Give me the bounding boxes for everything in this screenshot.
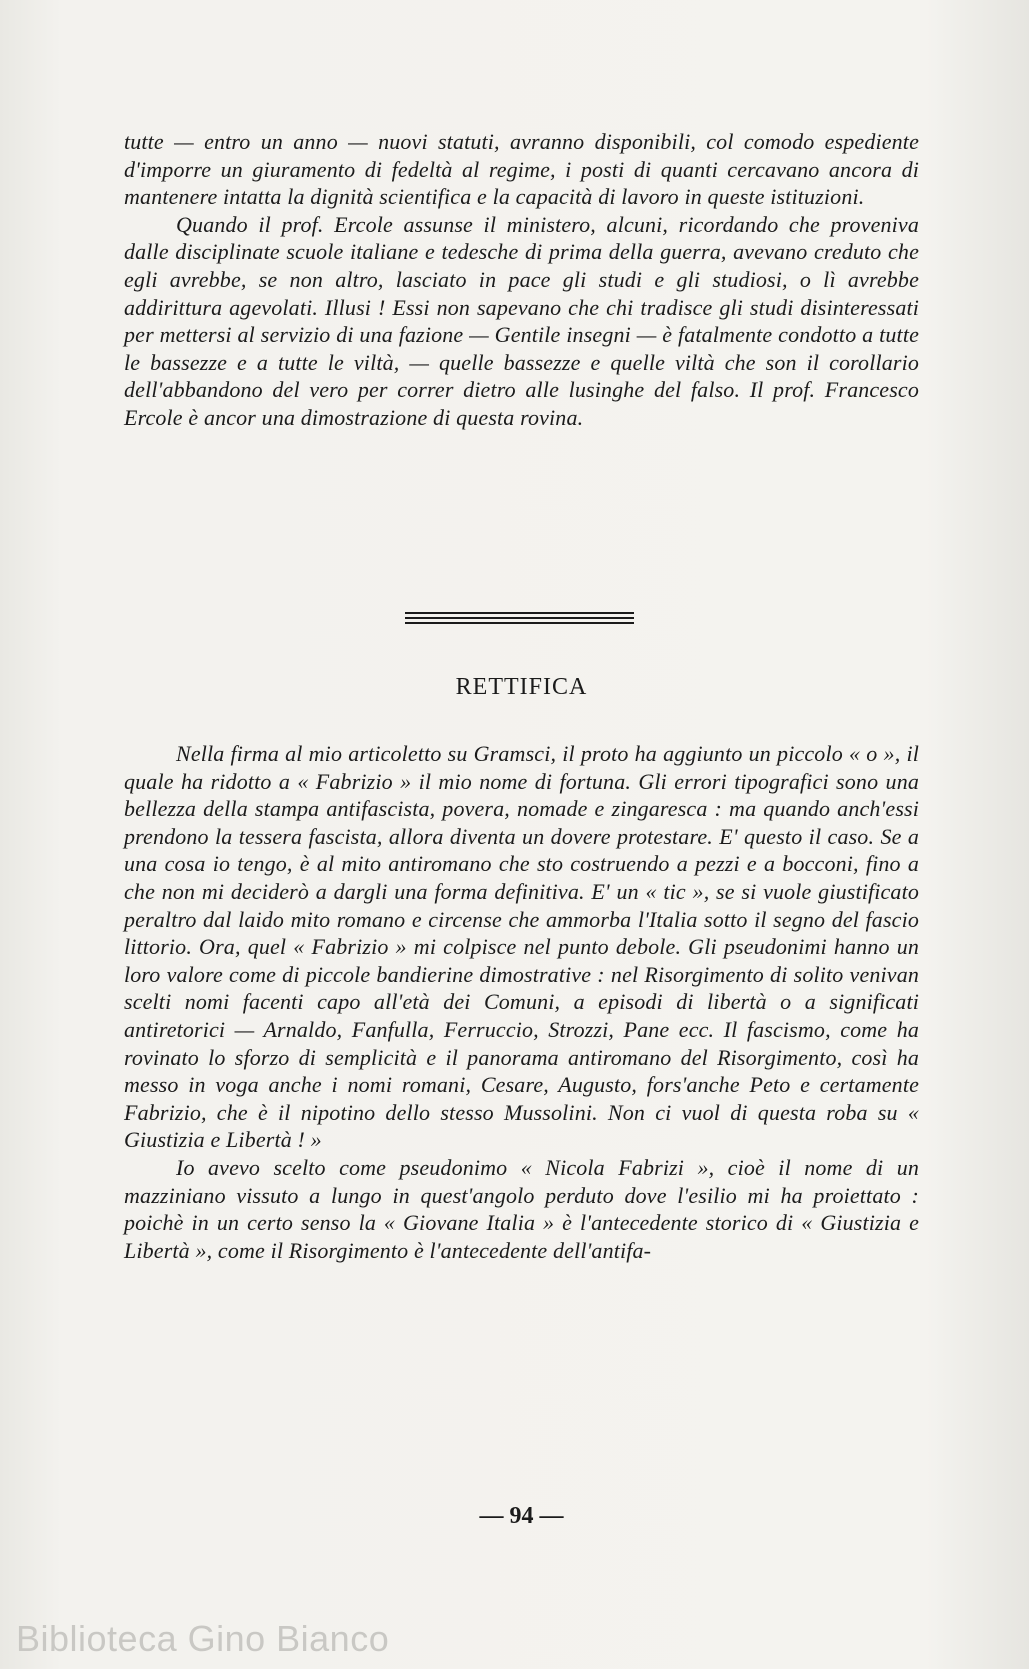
separator-line — [405, 617, 634, 619]
separator-line — [405, 612, 634, 614]
section-heading: RETTIFICA — [455, 674, 588, 700]
paragraph-continuation: tutte — entro un anno — nuovi statuti, avranno disponibili, col comodo espediente d'imporre un giuramento di fedeltà al regime, i posti di quanti cercavano ancora di mantenere intatta la dignità scientifica e la capacità di lavoro in queste istituzioni. — [124, 129, 919, 210]
paragraph-pseudonimo: Io avevo scelto come pseudonimo « Nicola Fabrizi », cioè il nome di un mazziniano vissuto a lungo in quest'angolo perduto dove l'esilio mi ha proiettato : poichè in un certo senso la « Giovane Italia » è l'antecedente storico di « Giustizia e Libertà », come il Risorgimento è l'antecedente dell'antifa- — [124, 1154, 919, 1263]
separator-line — [405, 622, 634, 624]
library-watermark: Biblioteca Gino Bianco — [16, 1618, 390, 1659]
section-separator — [405, 612, 634, 627]
page-number: — 94 — — [479, 1503, 564, 1529]
body-text-bottom — [124, 740, 919, 1264]
body-text-top — [124, 128, 919, 432]
paragraph-ercole: Quando il prof. Ercole assunse il ministero, alcuni, ricordando che proveniva dalle disciplinate scuole italiane e tedesche di prima della guerra, avevano creduto che egli avrebbe, se non altro, lasciato in pace gli studi e gli studiosi, o lì avrebbe addirittura agevolati. Illusi ! Essi non sapevano che chi tradisce gli studi disinteressati per mettersi al servizio di una fazione — Gentile insegni — è fatalmente condotto a tutte le bassezze e a tutte le viltà, — quelle bassezze e quelle viltà che son il corollario dell'abbandono del vero per correr dietro alle lusinghe del falso. Il prof. Francesco Ercole è ancor una dimostrazione di questa rovina. — [124, 211, 919, 430]
paragraph-rettifica: Nella firma al mio articoletto su Gramsci, il proto ha aggiunto un piccolo « o », il quale ha ridotto a « Fabrizio » il mio nome di fortuna. Gli errori tipografici sono una bellezza della stampa antifascista, povera, nomade e zingaresca : ma quando anch'essi prendono la tessera fascista, allora diventa un dovere protestare. E' questo il caso. Se a una cosa io tengo, è al mito antiromano che sto costruendo a pezzi e a bocconi, fino a che non mi deciderò a dargli una forma definitiva. E' un « tic », se si vuole giustificato peraltro dal laido mito romano e circense che ammorba l'Italia sotto il segno del fascio littorio. Ora, quel « Fabrizio » mi colpisce nel punto debole. Gli pseudonimi hanno un loro valore come di piccole bandierine dimostrative : nel Risorgimento di solito venivan scelti nomi facenti capo all'età dei Comuni, a episodi di libertà o a significati antiretorici — Arnaldo, Fanfulla, Ferruccio, Strozzi, Pane ecc. Il fascismo, come ha rovinato lo sforzo di semplicità e il panorama antiromano del Risorgimento, così ha messo in voga anche i nomi romani, Cesare, Augusto, fors'anche Peto e certamente Fabrizio, che è il nipotino dello stesso Mussolini. Non ci vuol di questa roba su « Giustizia e Libertà ! » — [124, 741, 919, 1153]
